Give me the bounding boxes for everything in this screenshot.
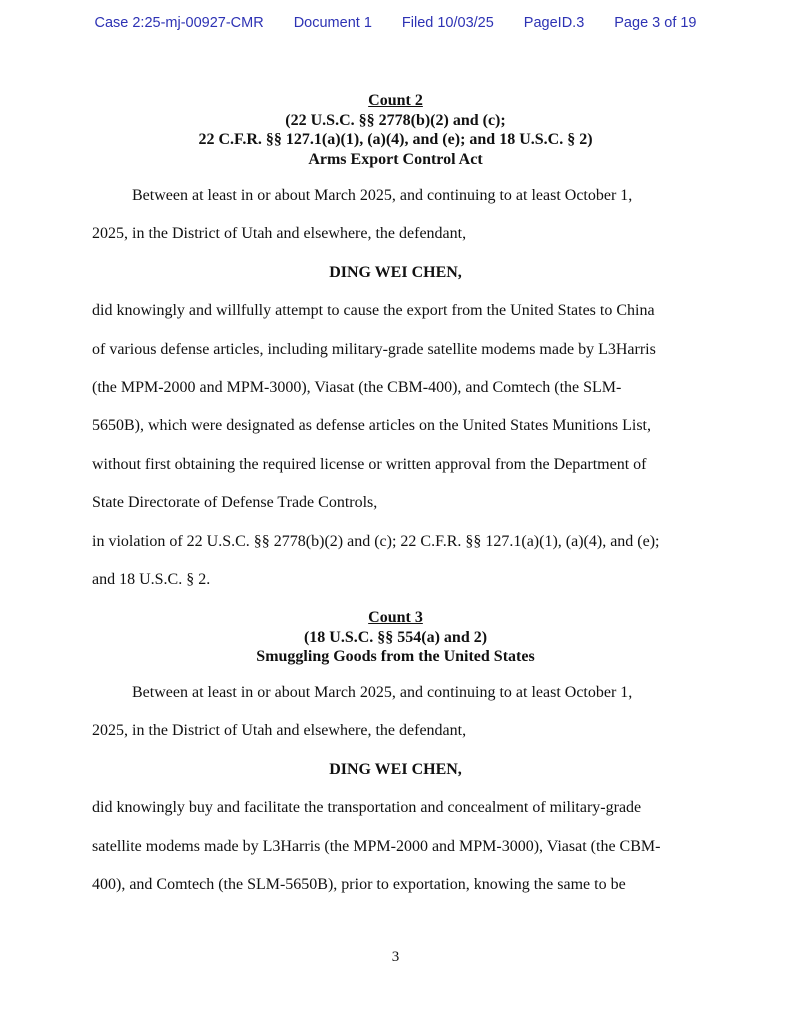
page-number: 3 xyxy=(391,949,400,965)
count-3-charge-name: Smuggling Goods from the United States xyxy=(256,648,535,666)
count-3-defendant-name: DING WEI CHEN, xyxy=(329,760,462,778)
text-line: of various defense articles, including military-grade satellite modems made by L3Harris xyxy=(92,340,656,358)
text-line: and 18 U.S.C. § 2. xyxy=(92,571,211,589)
filed-date: Filed 10/03/25 xyxy=(401,15,494,31)
count-2-title: Count 2 xyxy=(368,92,423,109)
document-body xyxy=(92,91,699,904)
text-line: did knowingly buy and facilitate the transportation and concealment of military-grade xyxy=(92,799,642,817)
count-2-statute-line-1: (22 U.S.C. §§ 2778(b)(2) and (c); xyxy=(285,111,506,129)
count-2-defendant-name: DING WEI CHEN, xyxy=(329,263,462,281)
count-2-heading xyxy=(92,91,699,169)
count-2-statute-line-2: 22 C.F.R. §§ 127.1(a)(1), (a)(4), and (e); and 18 U.S.C. § 2) xyxy=(198,131,593,148)
count-3-charge-paragraph xyxy=(92,789,699,904)
page-id: PageID.3 xyxy=(523,15,585,31)
case-number: Case 2:25-mj-00927-CMR xyxy=(94,15,264,31)
count-3-heading xyxy=(92,608,699,667)
text-line: State Directorate of Defense Trade Controls, xyxy=(92,494,378,512)
text-line: in violation of 22 U.S.C. §§ 2778(b)(2) and (c); 22 C.F.R. §§ 127.1(a)(1), (a)(4), and (e); xyxy=(92,532,660,550)
text-line: did knowingly and willfully attempt to cause the export from the United States to China xyxy=(92,302,655,320)
document-number: Document 1 xyxy=(293,15,372,31)
text-line: 2025, in the District of Utah and elsewhere, the defendant, xyxy=(92,722,467,740)
count-2-intro-paragraph xyxy=(92,177,699,254)
text-line: 400), and Comtech (the SLM-5650B), prior to exportation, knowing the same to be xyxy=(92,876,626,893)
text-line: (the MPM-2000 and MPM-3000), Viasat (the CBM-400), and Comtech (the SLM- xyxy=(92,379,622,397)
count-3-section xyxy=(92,608,699,904)
count-3-intro-paragraph xyxy=(92,674,699,751)
page-of-total: Page 3 of 19 xyxy=(614,15,697,31)
count-2-violation-paragraph xyxy=(92,523,699,600)
text-line: Between at least in or about March 2025, and continuing to at least October 1, xyxy=(132,187,633,204)
text-line: 2025, in the District of Utah and elsewhere, the defendant, xyxy=(92,225,467,243)
text-line: Between at least in or about March 2025, and continuing to at least October 1, xyxy=(132,683,633,701)
count-2-section xyxy=(92,91,699,599)
count-2-charge-paragraph xyxy=(92,292,699,522)
text-line: without first obtaining the required license or written approval from the Department of xyxy=(92,455,647,473)
count-3-statute-line-1: (18 U.S.C. §§ 554(a) and 2) xyxy=(303,628,488,646)
count-2-charge-name: Arms Export Control Act xyxy=(308,150,483,168)
count-3-title: Count 3 xyxy=(368,609,423,627)
text-line: satellite modems made by L3Harris (the MPM-2000 and MPM-3000), Viasat (the CBM- xyxy=(92,837,661,855)
ecf-stamp-header xyxy=(0,0,791,31)
text-line: 5650B), which were designated as defense articles on the United States Munitions List, xyxy=(92,417,651,435)
